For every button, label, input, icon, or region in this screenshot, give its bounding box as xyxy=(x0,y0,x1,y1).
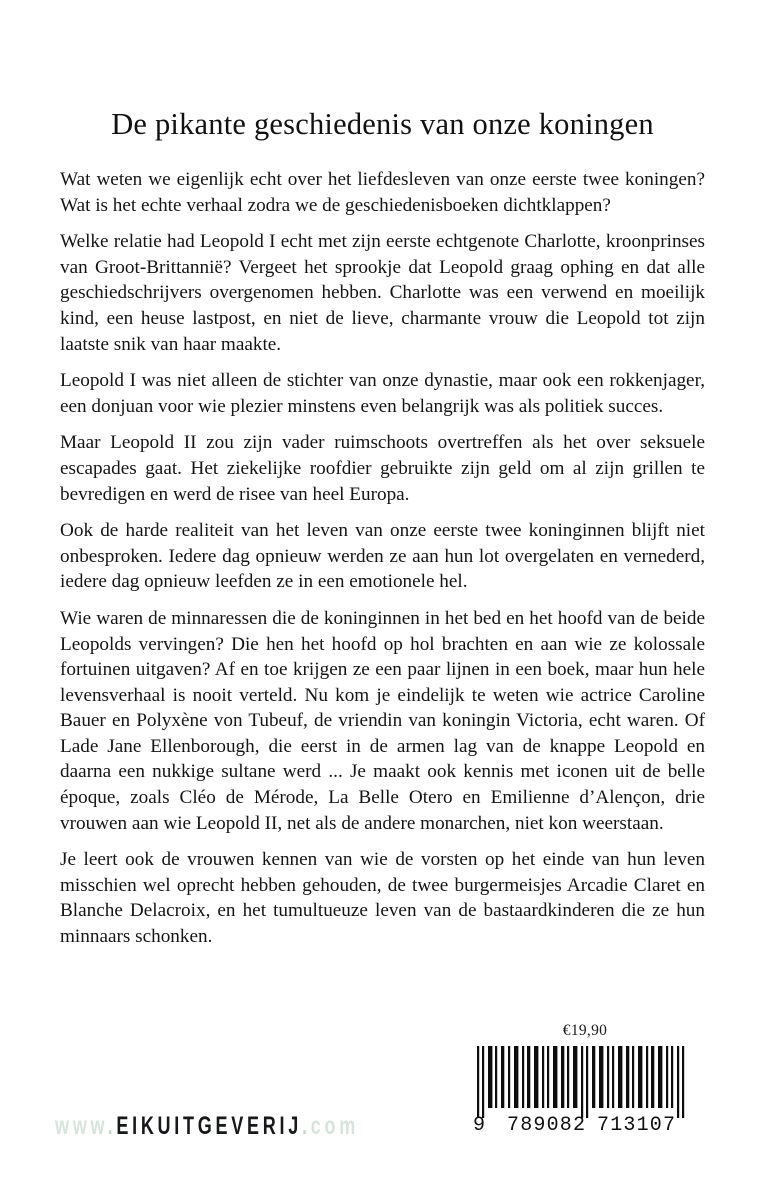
url-dot-left: . xyxy=(107,1112,117,1140)
isbn-digits xyxy=(470,1114,702,1140)
blurb-paragraph: Wat weten we eigenlijk echt over het liefdesleven van onze eerste twee koningen? Wat is het echte verhaal zodra we de geschiedenisboeken dichtklappen? xyxy=(60,169,705,216)
blurb-paragraph: Ook de harde realiteit van het leven van onze eerste twee koninginnen blijft niet onbesproken. Iedere dag opnieuw werden ze aan hun lot overgelaten en vernederd, iedere dag opnieuw leefden ze in een emotionele hel. xyxy=(60,520,705,593)
price-label: €19,90 xyxy=(562,1022,608,1039)
blurb-paragraph: Leopold I was niet alleen de stichter van onze dynastie, maar ook een rokkenjager, een donjuan voor wie plezier minstens even belangrijk was als politiek succes. xyxy=(60,370,705,417)
blurb-text-block xyxy=(60,167,705,950)
url-dot-right: . xyxy=(302,1112,311,1140)
isbn-lead-digit: 9 xyxy=(473,1114,487,1137)
blurb-paragraph: Maar Leopold II zou zijn vader ruimschoots overtreffen als het over seksuele escapades gaat. Het ziekelijke roofdier gebruikte zijn geld om al zijn grillen te bevredigen en werd de risee van heel Europa. xyxy=(60,432,705,505)
blurb-paragraph: Welke relatie had Leopold I echt met zijn eerste echtgenote Charlotte, kroonprinses van Groot-Brittannië? Vergeet het sprookje dat Leopold graag ophing en dat alle geschiedschrijvers overgenomen hebben. Charlotte was een verwend en moeilijk kind, een heuse lastpost, en niet de lieve, charmante vrouw die Leopold tot zijn laatste snik van haar maakte. xyxy=(60,231,705,355)
publisher-website-logo xyxy=(55,1114,359,1139)
isbn-barcode xyxy=(470,1046,702,1150)
url-publisher-name: EIKUITGEVERIJ xyxy=(116,1112,303,1140)
isbn-right-group: 713107 xyxy=(597,1114,677,1137)
blurb-paragraph: Wie waren de minnaressen die de koninginnen in het bed en het hoofd van de beide Leopolds vervingen? Die hen het hoofd op hol brachten en aan wie ze kolossale fortuinen uitgaven? Af en toe krijgen ze een paar lijnen in een boek, maar hun hele levensverhaal is nooit verteld. Nu kom je eindelijk te weten wie actrice Caroline Bauer en Polyxène von Tubeuf, de vriendin van koningin Victoria, echt waren. Of Lade Jane Ellenborough, die eerst in de armen lag van de knappe Leopold en daarna een nukkige sultane werd ... Je maakt ook kennis met iconen uit de belle époque, zoals Cléo de Mérode, La Belle Otero en Emilienne d’Alençon, drie vrouwen aan wie Leopold II, net als de andere monarchen, niet kon weerstaan. xyxy=(60,607,705,834)
page-title: De pikante geschiedenis van onze koningen xyxy=(111,107,654,142)
url-prefix: www xyxy=(55,1112,108,1140)
barcode-bars-icon xyxy=(470,1046,702,1118)
isbn-left-group: 789082 xyxy=(507,1114,587,1137)
url-suffix: com xyxy=(310,1112,360,1140)
blurb-paragraph: Je leert ook de vrouwen kennen van wie de vorsten op het einde van hun leven misschien wel oprecht hebben gehouden, de twee burgermeisjes Arcadie Claret en Blanche Delacroix, en het tumultueuze leven van de bastaardkinderen die ze hun minnaars schonken. xyxy=(60,849,705,948)
